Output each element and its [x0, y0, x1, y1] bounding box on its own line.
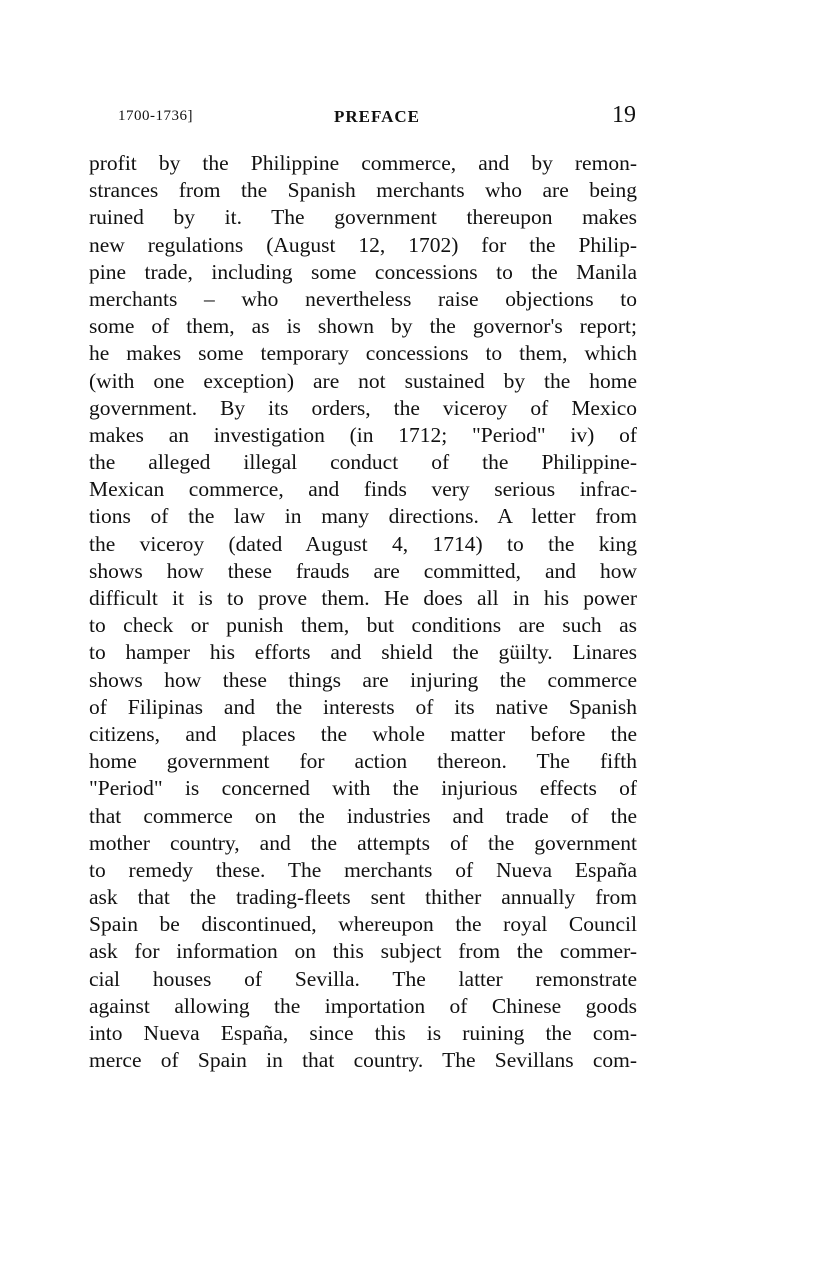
text-line: merce of Spain in that country. The Sevillans com- — [89, 1048, 637, 1073]
text-line: into Nueva España, since this is ruining the com- — [89, 1021, 637, 1045]
date-range-heading: 1700-1736] — [118, 108, 193, 124]
running-head — [118, 104, 636, 134]
text-line: some of them, as is shown by the governor's report; — [89, 314, 637, 339]
text-line: strances from the Spanish merchants who are being — [89, 178, 637, 203]
text-line: the alleged illegal conduct of the Philippine- — [89, 450, 637, 475]
text-line: (with one exception) are not sustained by the home — [89, 368, 637, 393]
text-line: he makes some temporary concessions to them, which — [89, 341, 637, 366]
text-line: ask for information on this subject from the commer- — [89, 939, 637, 964]
text-line: tions of the law in many directions. A letter from — [89, 504, 637, 529]
text-line: against allowing the importation of Chinese goods — [89, 993, 637, 1018]
text-line: ruined by it. The government thereupon makes — [89, 205, 637, 230]
text-line: ask that the trading-fleets sent thither annually from — [89, 885, 637, 910]
text-line: that commerce on the industries and trade of the — [89, 803, 637, 828]
text-line: Spain be discontinued, whereupon the royal Council — [89, 912, 637, 937]
text-line: to check or punish them, but conditions are such as — [89, 613, 637, 638]
text-line: new regulations (August 12, 1702) for the Philip- — [89, 232, 637, 257]
text-line: to remedy these. The merchants of Nueva España — [89, 857, 637, 882]
text-line: mother country, and the attempts of the government — [89, 830, 637, 855]
text-line: profit by the Philippine commerce, and by remon- — [89, 151, 637, 175]
text-line: of Filipinas and the interests of its native Spanish — [89, 694, 637, 719]
text-line: the viceroy (dated August 4, 1714) to the king — [89, 531, 637, 556]
text-line: shows how these frauds are committed, and how — [89, 558, 637, 583]
body-text — [89, 150, 637, 1074]
page-title: PREFACE — [333, 107, 420, 126]
text-line: to hamper his efforts and shield the güilty. Linares — [89, 640, 637, 665]
text-line: home government for action thereon. The fifth — [89, 749, 637, 774]
text-line: government. By its orders, the viceroy of Mexico — [89, 395, 637, 420]
text-line: merchants – who nevertheless raise objections to — [89, 286, 637, 311]
text-line: "Period" is concerned with the injurious effects of — [89, 776, 637, 801]
text-line: shows how these things are injuring the commerce — [89, 667, 637, 692]
text-line: difficult it is to prove them. He does all in his power — [89, 586, 637, 610]
text-line: citizens, and places the whole matter before the — [89, 721, 637, 746]
text-line: Mexican commerce, and finds very serious infrac- — [89, 477, 637, 502]
text-line: cial houses of Sevilla. The latter remonstrate — [89, 966, 637, 991]
text-line: makes an investigation (in 1712; "Period" iv) of — [89, 422, 637, 447]
text-line: pine trade, including some concessions to the Manila — [89, 259, 637, 284]
page-number: 19 — [612, 102, 636, 128]
